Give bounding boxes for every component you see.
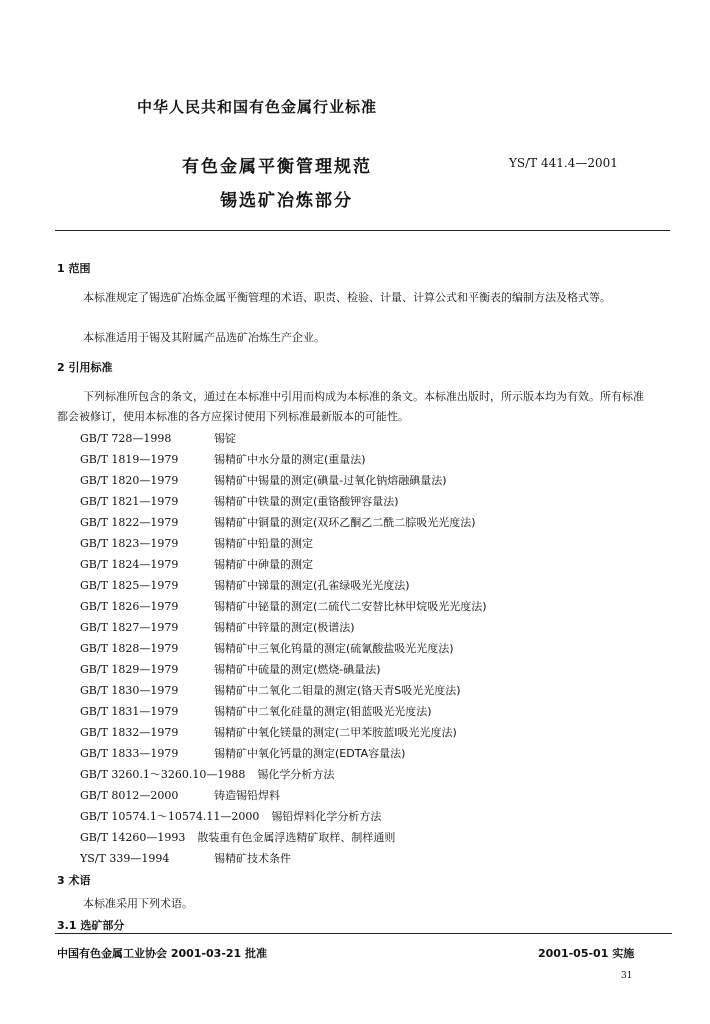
reference-item — [80, 598, 487, 614]
reference-item — [80, 829, 395, 845]
reference-code: GB/T 728—1998 — [80, 432, 172, 445]
reference-code: GB/T 1820—1979 — [80, 474, 179, 487]
reference-title: 锡精矿中氧化钙量的测定(EDTA容量法) — [214, 747, 406, 760]
reference-title: 锡精矿中氧化镁量的测定(二甲苯胺蓝Ⅰ吸光光度法) — [214, 726, 457, 739]
reference-item — [80, 493, 399, 509]
reference-item — [80, 514, 476, 530]
reference-item — [80, 430, 236, 446]
reference-item — [80, 661, 381, 677]
reference-item — [80, 535, 313, 551]
reference-item — [80, 577, 410, 593]
reference-item — [80, 724, 457, 740]
footer-divider — [55, 933, 672, 934]
reference-item — [80, 619, 355, 635]
reference-item — [80, 850, 291, 866]
reference-code: GB/T 1831—1979 — [80, 705, 179, 718]
section-3-1-heading: 3.1 选矿部分 — [57, 919, 125, 932]
reference-item — [80, 640, 454, 656]
section-1-paragraph-2: 本标准适用于锡及其附属产品选矿冶炼生产企业。 — [83, 331, 325, 344]
header-divider — [55, 230, 670, 231]
reference-title: 散装重有色金属浮选精矿取样、制样通则 — [197, 831, 396, 844]
reference-title: 锡精矿中锡量的测定(碘量-过氧化钠熔融碘量法) — [214, 474, 447, 487]
section-3-paragraph-1: 本标准采用下列术语。 — [83, 897, 193, 910]
reference-code: GB/T 1828—1979 — [80, 642, 179, 655]
reference-code: GB/T 1822—1979 — [80, 516, 179, 529]
reference-code: GB/T 1823—1979 — [80, 537, 179, 550]
reference-code: GB/T 1832—1979 — [80, 726, 179, 739]
reference-code: GB/T 3260.1～3260.10—1988 — [80, 768, 246, 781]
section-2-heading: 2 引用标准 — [57, 361, 113, 374]
reference-code: GB/T 8012—2000 — [80, 789, 179, 802]
reference-title: 锡精矿中铅量的测定 — [214, 537, 313, 550]
implementation-date: 2001-05-01 实施 — [538, 947, 635, 960]
reference-item — [80, 451, 366, 467]
standard-number: YS/T 441.4—2001 — [509, 156, 618, 170]
reference-title: 锡锭 — [214, 432, 236, 445]
reference-item — [80, 808, 381, 824]
reference-code: GB/T 1829—1979 — [80, 663, 179, 676]
reference-title: 锡精矿中铜量的测定(双环乙酮乙二酰二腙吸光光度法) — [214, 516, 476, 529]
reference-title: 锡精矿中二氧化硅量的测定(钼蓝吸光光度法) — [214, 705, 432, 718]
reference-code: GB/T 1821—1979 — [80, 495, 179, 508]
reference-item — [80, 745, 405, 761]
section-3-heading: 3 术语 — [57, 874, 91, 887]
reference-title: 铸造锡铅焊料 — [214, 789, 280, 802]
approval-statement: 中国有色金属工业协会 2001-03-21 批准 — [57, 947, 268, 960]
reference-title: 锡精矿中硫量的测定(燃烧-碘量法) — [214, 663, 381, 676]
reference-title: 锡精矿中砷量的测定 — [214, 558, 313, 571]
reference-code: GB/T 1827—1979 — [80, 621, 179, 634]
reference-item — [80, 472, 447, 488]
reference-title: 锡精矿技术条件 — [214, 852, 291, 865]
reference-title: 锡铅焊料化学分析方法 — [271, 810, 382, 823]
document-subtitle: 锡选矿冶炼部分 — [220, 191, 353, 211]
page-number: 31 — [621, 971, 633, 981]
issuer-heading: 中华人民共和国有色金属行业标准 — [137, 98, 378, 116]
section-2-paragraph-1: 下列标准所包含的条文，通过在本标准中引用而构成为本标准的条文。本标准出版时，所示版本均为有效。所有标准都会被修订，使用本标准的各方应探讨使用下列标准最新版本的可能性。 — [57, 390, 644, 423]
reference-title: 锡精矿中二氧化二钼量的测定(铬天青S吸光光度法) — [214, 684, 461, 697]
reference-title: 锡精矿中水分量的测定(重量法) — [214, 453, 366, 466]
reference-title: 锡精矿中铋量的测定(二硫代二安替比林甲烷吸光光度法) — [214, 600, 487, 613]
reference-item — [80, 703, 432, 719]
reference-item — [80, 556, 313, 572]
reference-code: GB/T 1824—1979 — [80, 558, 179, 571]
reference-title: 锡精矿中铁量的测定(重铬酸钾容量法) — [214, 495, 399, 508]
document-title: 有色金属平衡管理规范 — [182, 157, 372, 177]
reference-item — [80, 787, 280, 803]
reference-code: GB/T 1826—1979 — [80, 600, 179, 613]
reference-title: 锡精矿中锌量的测定(极谱法) — [214, 621, 355, 634]
reference-title: 锡化学分析方法 — [257, 768, 335, 781]
reference-item — [80, 682, 461, 698]
reference-code: GB/T 14260—1993 — [80, 831, 186, 844]
reference-code: YS/T 339—1994 — [80, 852, 170, 865]
reference-code: GB/T 1825—1979 — [80, 579, 179, 592]
reference-code: GB/T 1819—1979 — [80, 453, 179, 466]
reference-code: GB/T 10574.1～10574.11—2000 — [80, 810, 260, 823]
reference-code: GB/T 1830—1979 — [80, 684, 179, 697]
section-1-heading: 1 范围 — [57, 262, 91, 275]
section-1-paragraph-1: 本标准规定了锡选矿冶炼金属平衡管理的术语、职责、检验、计量、计算公式和平衡表的编制方法及格式等。 — [83, 291, 611, 304]
reference-item — [80, 766, 334, 782]
reference-title: 锡精矿中三氧化钨量的测定(硫氰酸盐吸光光度法) — [214, 642, 454, 655]
reference-title: 锡精矿中锑量的测定(孔雀绿吸光光度法) — [214, 579, 410, 592]
reference-code: GB/T 1833—1979 — [80, 747, 179, 760]
